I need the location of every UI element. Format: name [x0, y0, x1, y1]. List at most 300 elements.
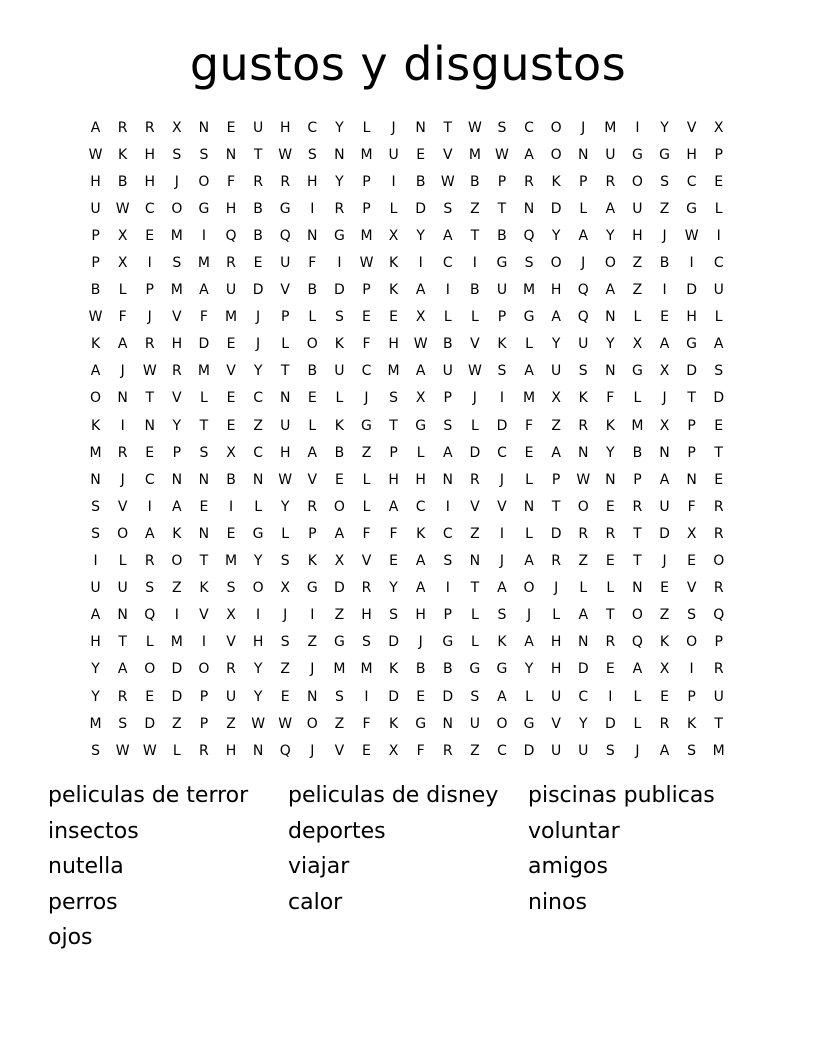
grid-row	[82, 114, 734, 141]
grid-letter: W	[142, 742, 157, 759]
grid-letter: A	[497, 688, 507, 705]
grid-letter: Z	[470, 742, 480, 759]
grid-letter: V	[226, 634, 236, 651]
grid-letter: N	[605, 363, 616, 380]
grid-letter: H	[361, 607, 372, 624]
grid-letter: U	[90, 200, 101, 217]
grid-letter: I	[716, 227, 721, 244]
grid-letter: X	[334, 553, 345, 570]
grid-letter: R	[713, 661, 724, 678]
grid-letter: L	[633, 715, 642, 732]
grid-letter: R	[226, 255, 236, 272]
grid-letter: Q	[144, 607, 156, 624]
grid-letter: A	[605, 200, 616, 217]
grid-letter: Z	[334, 607, 345, 624]
grid-letter: O	[306, 336, 318, 353]
grid-letter: U	[713, 282, 724, 299]
grid-letter: N	[117, 390, 128, 407]
grid-letter: S	[524, 255, 534, 272]
grid-letter: P	[443, 607, 452, 624]
grid-letter: Y	[551, 227, 561, 244]
grid-letter: P	[362, 173, 371, 190]
grid-letter: V	[307, 471, 318, 488]
grid-letter: B	[334, 444, 345, 461]
grid-letter: E	[226, 417, 236, 434]
grid-letter: B	[226, 471, 236, 488]
grid-letter: S	[199, 444, 209, 461]
grid-letter: W	[467, 363, 482, 380]
grid-letter: N	[198, 119, 210, 136]
grid-letter: A	[90, 119, 101, 136]
grid-letter: F	[416, 742, 425, 759]
grid-letter: Y	[172, 417, 182, 434]
grid-letter: E	[307, 390, 317, 407]
grid-letter: R	[578, 417, 589, 434]
grid-letter: Q	[225, 227, 237, 244]
grid-letter: M	[224, 553, 238, 570]
grid-letter: P	[362, 282, 371, 299]
grid-letter: Y	[280, 498, 290, 515]
grid-letter: A	[90, 363, 101, 380]
grid-letter: J	[662, 390, 667, 407]
grid-letter: L	[525, 471, 533, 488]
grid-letter: J	[635, 742, 640, 759]
grid-letter: S	[687, 607, 697, 624]
grid-letter: V	[199, 607, 209, 624]
grid-letter: Q	[523, 227, 535, 244]
grid-row	[82, 331, 734, 358]
grid-letter: H	[279, 444, 291, 461]
grid-letter: F	[199, 309, 208, 326]
grid-row	[82, 656, 734, 683]
grid-letter: Y	[606, 227, 615, 244]
grid-letter: O	[144, 661, 156, 678]
grid-letter: S	[660, 173, 669, 190]
grid-letter: E	[687, 553, 697, 570]
grid-letter: G	[306, 580, 318, 597]
grid-letter: I	[445, 498, 450, 515]
grid-letter: V	[686, 580, 697, 597]
grid-letter: D	[469, 444, 481, 461]
grid-letter: V	[226, 363, 236, 380]
grid-letter: B	[659, 255, 670, 272]
grid-letter: O	[604, 255, 616, 272]
grid-letter: I	[337, 255, 342, 272]
grid-letter: D	[198, 336, 210, 353]
grid-letter: O	[577, 498, 589, 515]
grid-letter: I	[120, 417, 125, 434]
grid-letter: L	[606, 580, 615, 597]
grid-letter: J	[662, 553, 667, 570]
grid-letter: T	[389, 417, 398, 434]
grid-letter: L	[470, 417, 479, 434]
grid-letter: L	[714, 309, 723, 326]
grid-letter: N	[307, 688, 318, 705]
grid-letter: R	[117, 119, 128, 136]
grid-letter: M	[197, 363, 210, 380]
grid-letter: Z	[361, 444, 372, 461]
grid-letter: U	[280, 255, 291, 272]
grid-letter: T	[551, 498, 561, 515]
grid-letter: W	[278, 146, 293, 163]
grid-letter: D	[442, 688, 454, 705]
grid-letter: U	[469, 715, 480, 732]
grid-letter: L	[470, 309, 479, 326]
grid-letter: K	[578, 390, 588, 407]
grid-letter: Z	[226, 715, 236, 732]
grid-letter: U	[388, 146, 399, 163]
grid-letter: P	[687, 444, 696, 461]
grid-letter: U	[632, 200, 643, 217]
grid-letter: T	[714, 444, 723, 461]
grid-letter: M	[468, 146, 481, 163]
grid-letter: T	[470, 227, 480, 244]
grid-letter: S	[497, 363, 507, 380]
grid-letter: S	[497, 607, 507, 624]
grid-row	[82, 222, 734, 249]
grid-letter: Z	[307, 634, 318, 651]
grid-letter: D	[388, 634, 399, 651]
grid-letter: B	[253, 227, 263, 244]
grid-letter: E	[362, 309, 371, 326]
grid-letter: I	[147, 498, 152, 515]
grid-letter: N	[90, 471, 101, 488]
grid-letter: O	[686, 634, 698, 651]
grid-letter: L	[525, 525, 533, 542]
grid-letter: E	[714, 417, 724, 434]
word-list-item: amigos	[528, 854, 608, 880]
grid-letter: Y	[524, 661, 534, 678]
grid-letter: E	[226, 119, 236, 136]
grid-letter: V	[470, 336, 480, 353]
grid-letter: S	[389, 607, 399, 624]
grid-letter: G	[333, 227, 345, 244]
grid-letter: D	[713, 390, 725, 407]
grid-letter: C	[253, 444, 263, 461]
grid-letter: W	[115, 742, 130, 759]
grid-letter: U	[90, 580, 101, 597]
grid-letter: S	[91, 742, 100, 759]
grid-letter: H	[225, 200, 237, 217]
grid-letter: B	[442, 336, 453, 353]
grid-letter: E	[226, 336, 236, 353]
grid-letter: K	[90, 417, 101, 434]
grid-letter: U	[578, 336, 589, 353]
grid-letter: H	[90, 634, 101, 651]
grid-letter: D	[686, 363, 697, 380]
grid-letter: C	[713, 255, 724, 272]
grid-letter: I	[445, 282, 450, 299]
grid-row	[82, 195, 734, 222]
grid-letter: L	[552, 607, 561, 624]
grid-letter: I	[93, 553, 98, 570]
grid-letter: M	[360, 146, 373, 163]
grid-letter: S	[91, 498, 100, 515]
grid-letter: S	[172, 146, 182, 163]
grid-letter: N	[686, 471, 697, 488]
grid-letter: R	[117, 444, 128, 461]
grid-row	[82, 602, 734, 629]
grid-letter: G	[279, 200, 291, 217]
grid-letter: N	[605, 471, 616, 488]
grid-letter: T	[443, 119, 453, 136]
grid-letter: O	[631, 607, 643, 624]
grid-letter: X	[388, 227, 399, 244]
grid-letter: E	[714, 471, 724, 488]
grid-letter: U	[713, 688, 724, 705]
grid-letter: X	[117, 227, 128, 244]
grid-letter: F	[362, 525, 371, 542]
grid-letter: I	[608, 688, 613, 705]
grid-letter: E	[226, 390, 236, 407]
word-list-item: peliculas de terror	[48, 783, 249, 808]
grid-letter: Z	[578, 553, 589, 570]
grid-letter: P	[91, 255, 100, 272]
grid-letter: B	[90, 282, 101, 299]
grid-letter: I	[689, 661, 694, 678]
grid-letter: Y	[253, 553, 263, 570]
grid-letter: D	[144, 715, 156, 732]
grid-letter: U	[442, 363, 453, 380]
grid-letter: C	[144, 471, 155, 488]
grid-row	[82, 683, 734, 710]
grid-letter: S	[145, 580, 155, 597]
grid-letter: O	[550, 146, 562, 163]
grid-letter: E	[145, 227, 155, 244]
grid-letter: L	[579, 200, 588, 217]
grid-letter: P	[199, 715, 209, 732]
grid-letter: M	[89, 444, 102, 461]
grid-letter: W	[278, 471, 293, 488]
grid-row	[82, 520, 734, 547]
grid-letter: I	[174, 607, 179, 624]
grid-letter: H	[225, 742, 237, 759]
grid-letter: D	[577, 661, 589, 678]
grid-letter: T	[280, 363, 290, 380]
grid-letter: B	[442, 661, 453, 678]
grid-letter: I	[256, 607, 261, 624]
grid-letter: M	[360, 227, 373, 244]
grid-letter: H	[171, 336, 183, 353]
grid-letter: R	[713, 525, 724, 542]
grid-letter: X	[388, 742, 399, 759]
grid-letter: W	[440, 173, 455, 190]
grid-letter: O	[198, 173, 210, 190]
grid-letter: A	[578, 607, 589, 624]
grid-letter: S	[605, 742, 615, 759]
grid-letter: A	[144, 525, 155, 542]
grid-row	[82, 575, 734, 602]
grid-letter: N	[307, 227, 318, 244]
grid-letter: I	[364, 688, 369, 705]
word-list-item: calor	[288, 889, 343, 915]
grid-letter: V	[470, 498, 480, 515]
grid-letter: E	[362, 742, 371, 759]
grid-letter: J	[472, 390, 477, 407]
grid-letter: G	[469, 661, 481, 678]
grid-letter: L	[389, 200, 398, 217]
grid-letter: Z	[632, 255, 643, 272]
grid-letter: O	[550, 255, 562, 272]
grid-letter: L	[443, 309, 452, 326]
grid-letter: E	[605, 553, 615, 570]
grid-letter: T	[118, 634, 127, 651]
grid-letter: W	[251, 715, 266, 732]
grid-letter: R	[713, 580, 724, 597]
grid-letter: S	[226, 580, 236, 597]
word-list-item: insectos	[48, 818, 139, 844]
grid-letter: P	[497, 173, 507, 190]
grid-letter: Y	[606, 444, 615, 461]
grid-letter: J	[581, 119, 586, 136]
grid-letter: E	[253, 255, 263, 272]
grid-letter: D	[388, 688, 399, 705]
grid-letter: L	[362, 119, 371, 136]
word-column	[288, 778, 528, 920]
grid-letter: C	[578, 688, 589, 705]
grid-letter: Y	[606, 336, 615, 353]
grid-letter: G	[415, 417, 427, 434]
grid-letter: J	[147, 309, 152, 326]
grid-letter: N	[632, 580, 643, 597]
grid-letter: N	[144, 417, 155, 434]
grid-letter: E	[605, 498, 615, 515]
grid-letter: L	[118, 553, 127, 570]
grid-letter: B	[497, 227, 507, 244]
word-list-item: ninos	[528, 889, 587, 915]
grid-letter: C	[307, 119, 318, 136]
grid-letter: K	[659, 634, 670, 651]
grid-row	[82, 412, 734, 439]
grid-letter: E	[524, 444, 534, 461]
grid-letter: U	[605, 146, 616, 163]
grid-letter: O	[713, 553, 725, 570]
grid-letter: D	[334, 580, 345, 597]
grid-letter: P	[280, 309, 290, 326]
grid-letter: S	[307, 146, 317, 163]
grid-letter: V	[686, 119, 697, 136]
letter-grid	[82, 114, 734, 764]
grid-row	[82, 385, 734, 412]
grid-letter: Q	[279, 742, 291, 759]
grid-letter: M	[89, 715, 102, 732]
grid-letter: T	[145, 390, 155, 407]
grid-letter: H	[550, 661, 562, 678]
grid-letter: X	[117, 255, 128, 272]
grid-letter: P	[633, 471, 642, 488]
grid-letter: Y	[335, 173, 344, 190]
grid-letter: I	[310, 200, 315, 217]
grid-letter: E	[145, 688, 155, 705]
grid-letter: J	[391, 119, 396, 136]
grid-letter: Z	[334, 715, 345, 732]
grid-letter: A	[415, 363, 426, 380]
grid-letter: X	[659, 661, 670, 678]
grid-letter: S	[687, 742, 697, 759]
grid-letter: Q	[713, 607, 725, 624]
grid-letter: T	[606, 607, 615, 624]
grid-letter: Y	[578, 715, 588, 732]
grid-letter: S	[443, 553, 453, 570]
grid-letter: N	[469, 553, 481, 570]
grid-letter: I	[201, 634, 206, 651]
grid-letter: U	[252, 119, 264, 136]
grid-letter: U	[551, 363, 562, 380]
grid-letter: S	[280, 634, 290, 651]
grid-letter: U	[225, 688, 237, 705]
grid-letter: G	[442, 634, 454, 651]
grid-row	[82, 737, 734, 764]
grid-letter: Y	[416, 227, 425, 244]
grid-letter: M	[224, 309, 238, 326]
grid-letter: N	[334, 146, 345, 163]
grid-letter: G	[496, 661, 508, 678]
grid-letter: B	[415, 661, 426, 678]
grid-letter: Q	[577, 282, 589, 299]
grid-letter: L	[470, 634, 479, 651]
grid-letter: V	[172, 309, 182, 326]
grid-letter: J	[120, 363, 125, 380]
grid-letter: X	[713, 119, 724, 136]
grid-letter: E	[145, 444, 155, 461]
grid-row	[82, 548, 734, 575]
grid-letter: K	[307, 553, 317, 570]
grid-letter: U	[659, 498, 670, 515]
grid-letter: R	[334, 200, 345, 217]
grid-letter: M	[170, 634, 183, 651]
grid-letter: N	[117, 607, 128, 624]
grid-letter: I	[445, 580, 450, 597]
grid-letter: I	[147, 255, 152, 272]
grid-letter: G	[686, 200, 698, 217]
grid-letter: A	[117, 661, 128, 678]
grid-letter: A	[659, 471, 670, 488]
grid-letter: A	[90, 607, 101, 624]
grid-letter: Y	[253, 661, 263, 678]
grid-letter: Z	[551, 417, 561, 434]
grid-letter: I	[310, 607, 315, 624]
grid-letter: L	[633, 309, 642, 326]
grid-letter: R	[605, 173, 616, 190]
grid-letter: D	[604, 715, 616, 732]
grid-letter: E	[416, 146, 426, 163]
grid-letter: A	[659, 336, 670, 353]
grid-letter: O	[252, 580, 264, 597]
grid-letter: P	[199, 688, 209, 705]
grid-letter: I	[689, 255, 694, 272]
grid-letter: E	[389, 309, 398, 326]
grid-letter: R	[713, 498, 724, 515]
grid-letter: A	[524, 146, 534, 163]
grid-letter: L	[118, 282, 127, 299]
grid-letter: A	[415, 580, 426, 597]
grid-letter: C	[497, 444, 507, 461]
grid-letter: K	[334, 417, 344, 434]
grid-letter: L	[200, 390, 208, 407]
grid-letter: E	[389, 553, 398, 570]
grid-letter: B	[632, 444, 643, 461]
grid-letter: R	[144, 119, 155, 136]
grid-letter: C	[442, 525, 453, 542]
grid-letter: M	[631, 417, 644, 434]
grid-letter: G	[496, 255, 508, 272]
grid-letter: Z	[470, 200, 480, 217]
grid-letter: N	[279, 390, 291, 407]
grid-letter: S	[91, 525, 100, 542]
grid-letter: N	[252, 471, 264, 488]
grid-letter: E	[714, 173, 724, 190]
grid-row	[82, 493, 734, 520]
